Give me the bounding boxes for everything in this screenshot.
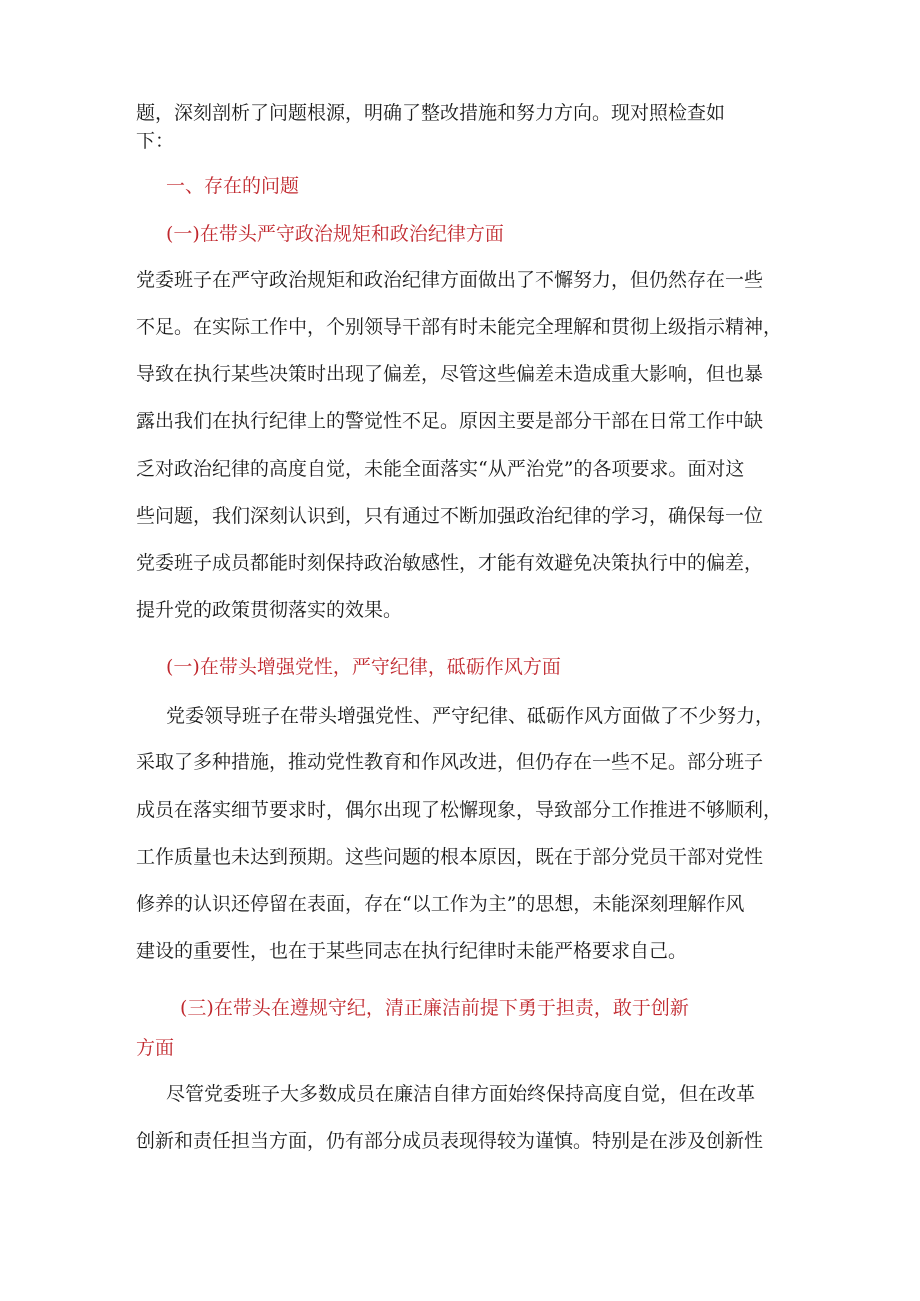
paragraph-2-line: 成员在落实细节要求时，偶尔出现了松懈现象，导致部分工作推进不够顺利， bbox=[136, 799, 783, 821]
paragraph-2-line: 修养的认识还停留在表面，存在“以工作为主”的思想，未能深刻理解作风 bbox=[136, 893, 745, 915]
paragraph-1-line: 不足。在实际工作中，个别领导干部有时未能完全理解和贯彻上级指示精神， bbox=[136, 316, 783, 338]
paragraph-1-line: 乏对政治纪律的高度自觉，未能全面落实“从严治党”的各项要求。面对这 bbox=[136, 458, 745, 480]
paragraph-1-line: 导致在执行某些决策时出现了偏差，尽管这些偏差未造成重大影响，但也暴 bbox=[136, 363, 764, 385]
paragraph-2-line: 建设的重要性，也在于某些同志在执行纪律时未能严格要求自己。 bbox=[136, 940, 688, 962]
paragraph-1-line: 党委班子成员都能时刻保持政治敏感性，才能有效避免决策执行中的偏差， bbox=[136, 552, 764, 574]
subsection-1-heading: (一)在带头严守政治规矩和政治纪律方面 bbox=[166, 223, 504, 245]
paragraph-1-line: 提升党的政策贯彻落实的效果。 bbox=[136, 599, 403, 621]
paragraph-2-line: 党委领导班子在带头增强党性、严守纪律、砥砺作风方面做了不少努力， bbox=[166, 705, 775, 727]
paragraph-2-line: 工作质量也未达到预期。这些问题的根本原因，既在于部分党员干部对党性 bbox=[136, 846, 764, 868]
intro-line-2: 下： bbox=[136, 130, 175, 152]
paragraph-3-line: 创新和责任担当方面，仍有部分成员表现得较为谨慎。特别是在涉及创新性 bbox=[136, 1130, 764, 1152]
subsection-2-heading: (一)在带头增强党性，严守纪律，砥砺作风方面 bbox=[166, 656, 561, 678]
subsection-3-heading-continued: 方面 bbox=[136, 1037, 175, 1059]
paragraph-3-line: 尽管党委班子大多数成员在廉洁自律方面始终保持高度自觉，但在改革 bbox=[166, 1083, 756, 1105]
paragraph-1-line: 些问题，我们深刻认识到，只有通过不断加强政治纪律的学习，确保每一位 bbox=[136, 505, 764, 527]
subsection-3-heading: (三)在带头在遵规守纪，清正廉洁前提下勇于担责，敢于创新 bbox=[180, 997, 689, 1019]
paragraph-1-line: 党委班子在严守政治规矩和政治纪律方面做出了不懈努力，但仍然存在一些 bbox=[136, 269, 764, 291]
paragraph-2-line: 采取了多种措施，推动党性教育和作风改进，但仍存在一些不足。部分班子 bbox=[136, 751, 764, 773]
paragraph-1-line: 露出我们在执行纪律上的警觉性不足。原因主要是部分干部在日常工作中缺 bbox=[136, 410, 764, 432]
intro-line-1: 题，深刻剖析了问题根源，明确了整改措施和努力方向。现对照检查如 bbox=[136, 102, 726, 124]
section-heading: 一、存在的问题 bbox=[166, 175, 300, 197]
